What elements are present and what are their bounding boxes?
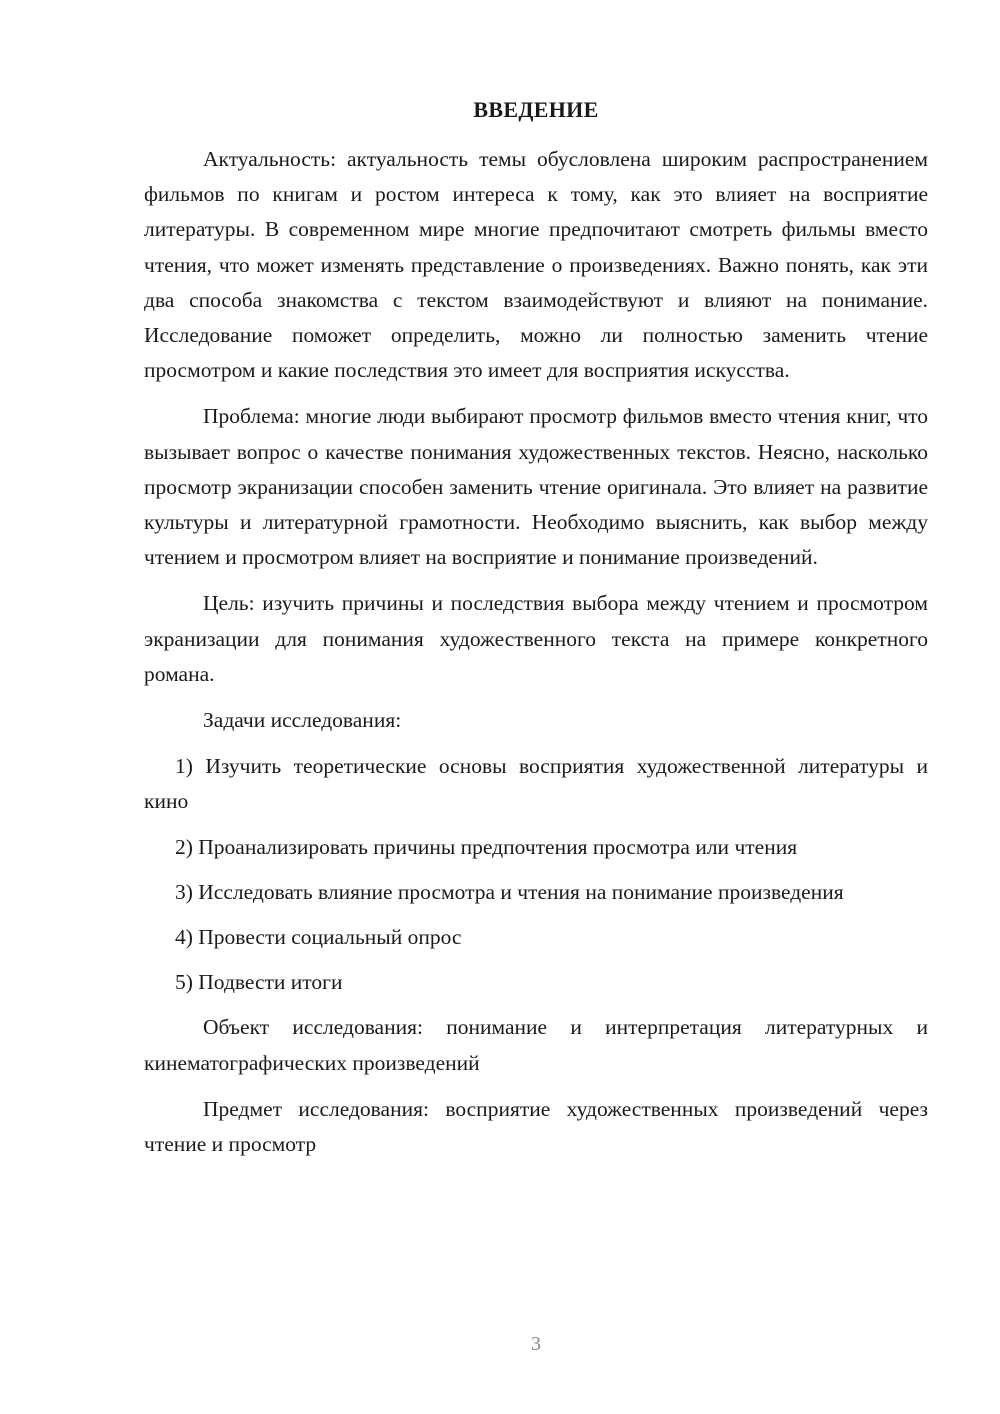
goal-paragraph: Цель: изучить причины и последствия выбора между чтением и просмотром экранизации для понимания художественного текста на примере конкретного романа. (144, 591, 928, 686)
task-item: 2) Проанализировать причины предпочтения просмотра или чтения (175, 834, 798, 859)
relevance-paragraph: Актуальность: актуальность темы обусловлена широким распространением фильмов по книгам и ростом интереса к тому, как это влияет на восприятие литературы. В современном мире многие предпочитают смотреть фильмы вместо чтения, что может изменять представление о произведениях. Важно понять, как эти два способа знакомства с текстом взаимодействуют и влияют на понимание. Исследование поможет определить, можно ли полностью заменить чтение просмотром и какие последствия это имеет для восприятия искусства. (144, 147, 928, 383)
object-paragraph: Объект исследования: понимание и интерпретация литературных и кинематографических произведений (144, 1015, 928, 1075)
section-heading: ВВЕДЕНИЕ (473, 97, 599, 122)
task-item: 5) Подвести итоги (175, 970, 343, 995)
page-number: 3 (531, 1333, 541, 1355)
subject-paragraph: Предмет исследования: восприятие художественных произведений через чтение и просмотр (144, 1096, 928, 1157)
problem-paragraph: Проблема: многие люди выбирают просмотр фильмов вместо чтения книг, что вызывает вопрос о качестве понимания художественных текстов. Неясно, насколько просмотр экранизации способен заменить чтение оригинала. Это влияет на развитие культуры и литературной грамотности. Необходимо выяснить, как выбор между чтением и просмотром влияет на восприятие и понимание произведений. (144, 404, 928, 570)
task-item: 1) Изучить теоретические основы восприятия художественной литературы и кино (144, 754, 928, 814)
task-item: 3) Исследовать влияние просмотра и чтения на понимание произведения (175, 879, 844, 904)
document-body (144, 142, 928, 1173)
task-item: 4) Провести социальный опрос (175, 925, 462, 950)
tasks-title: Задачи исследования: (203, 708, 402, 733)
